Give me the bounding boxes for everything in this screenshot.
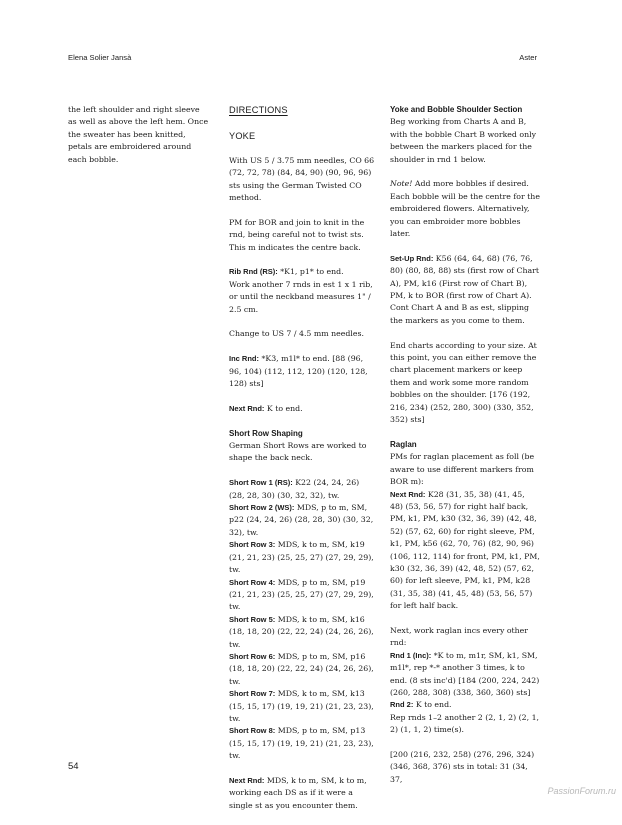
short-row-text: K22 (24, 24, 26) (28, 28, 30) (30, 32, 32), tw. [229,478,360,500]
next-block [229,403,375,415]
rnd-2-label: Rnd 2: [390,700,414,710]
short-row-label: Short Row 5: [229,614,276,624]
short-row-item [229,614,375,651]
short-row-item [229,577,375,614]
needle-change-paragraph: Change to US 7 / 4.5 mm needles. [229,329,364,339]
short-row-label: Short Row 3: [229,540,276,550]
short-row-item [229,725,375,762]
rnd-1-row [390,650,540,700]
final-paragraph: [200 (216, 232, 258) (276, 296, 324) (346, 368, 376) sts in total: 31 (34, 37, [390,750,535,784]
inc-label: Inc Rnd: [229,354,259,364]
inc-block [229,353,375,390]
short-row-heading: Short Row Shaping [229,428,303,438]
column-2 [229,104,375,825]
short-rows-list [229,477,375,762]
short-row-text: MDS, p to m, SM, p22 (24, 24, 26) (28, 28, 30) (30, 32, 32), tw. [229,503,374,537]
yoke-bobble-heading: Yoke and Bobble Shoulder Section [390,105,523,114]
short-row-label: Short Row 2 (WS): [229,503,295,513]
short-row-intro: German Short Rows are worked to shape the back neck. [229,441,367,463]
yoke-title: YOKE [229,131,256,142]
column-3 [390,104,540,799]
directions-title: DIRECTIONS [229,105,288,115]
raglan-incs-intro: Next, work raglan incs every other rnd: [390,625,529,648]
raglan-next-label: Next Rnd: [390,489,426,499]
header-author: Elena Solier Jansà [68,53,132,62]
raglan-next-text: K28 (31, 35, 38) (41, 45, 48) (53, 56, 57) for right half back, PM, k1, PM, k30 (32, 36, 39) (42, 48, 52) (57, 62, 60) for right sleeve, PM, k1, PM, k56 (62, 70, 76) (82, 90, 96) (106, 112, 114) for front, PM, k1, PM, k30 (32, 36, 39) (42, 48, 52) (57, 62, 60) for left sleeve, PM, k1, PM, k28 (31, 35, 38) (41, 45, 48) (53, 56, 57) for left half back. [390,489,540,611]
next-text: K to end. [264,403,303,413]
rib-block [229,266,375,316]
short-row-item [229,539,375,576]
short-row-label: Short Row 1 (RS): [229,478,293,488]
short-row-text: MDS, p to m, SM, p16 (18, 18, 20) (22, 22, 24) (24, 26, 26), tw. [229,651,374,686]
pm-paragraph: PM for BOR and join to knit in the rnd, being careful not to twist sts. This m indicates the centre back. [229,217,365,252]
short-row-label: Short Row 6: [229,651,276,661]
page-number: 54 [68,761,79,772]
short-row-text: MDS, k to m, SM, k19 (21, 21, 23) (25, 25, 27) (27, 29, 29), tw. [229,540,374,575]
next-2-label: Next Rnd: [229,776,265,785]
watermark: PassionForum.ru [547,786,616,796]
short-row-item [229,688,375,725]
rib-text-2: Work another 7 rnds in est 1 x 1 rib, or until the neckband measures 1" / 2.5 cm. [229,279,373,314]
raglan-next-paragraph [390,489,540,613]
inc-text: *K3, m1l* to end. [88 (96, 96, 104) (112, 112, 120) (120, 128, 128) sts] [229,354,368,389]
short-row-label: Short Row 4: [229,577,276,587]
short-row-text: MDS, p to m, SM, p13 (15, 15, 17) (19, 19, 21) (21, 23, 23), tw. [229,726,374,761]
rnd-1-label: Rnd 1 (Inc): [390,650,432,660]
setup-label: Set-Up Rnd: [390,253,434,263]
short-row-text: MDS, k to m, SM, k16 (18, 18, 20) (22, 22, 24) (24, 26, 26), tw. [229,614,374,649]
raglan-intro: PMs for raglan placement as foll (be aware to use different markers from BOR m): [390,452,535,487]
next-label: Next Rnd: [229,403,265,413]
yoke-bobble-paragraph: Beg working from Charts A and B, with the bobble Chart B worked only between the markers placed for the shoulder in rnd 1 below. [390,117,537,164]
intro-paragraph: the left shoulder and right sleeve as well as above the left hem. Once the sweater has been knitted, petals are embroidered around each bobble. [68,105,209,164]
cast-on-paragraph: With US 5 / 3.75 mm needles, CO 66 (72, 72, 78) (84, 84, 90) (90, 96, 96) sts using the German Twisted CO method. [229,155,375,203]
setup-text: K56 (64, 64, 68) (76, 76, 80) (80, 88, 88) sts (first row of Chart A), PM, k16 (First row of Chart B), PM, k to BOR (first row of Chart A). Cont Chart A and B as est, slipping the markers as you come to them. [390,253,540,325]
end-charts-paragraph: End charts according to your size. At this point, you can either remove the chart placement markers or keep them and work some more random bobbles on the shoulder. [176 (192, 216, 234) (252, 280, 300) (330, 352, 352) sts] [390,340,537,425]
rnd-1-text: *K to m, m1r, SM, k1, SM, m1l*, rep *-* another 3 times, k to end. (8 sts inc'd) [184 (200, 224, 242) (260, 288, 308) (338, 360, 360) sts] [390,650,540,698]
rib-text: *K1, p1* to end. [277,267,344,277]
next-rnd-2-block [229,775,375,812]
repeat-paragraph: Rep rnds 1–2 another 2 (2, 1, 2) (2, 1, 2) (1, 1, 2) time(s). [390,712,540,735]
short-row-item [229,502,375,539]
note-text: Add more bobbles if desired. Each bobble will be the centre for the embroidered flowers. Alternatively, you can embroider more bobbles later. [390,179,540,239]
note-paragraph [390,178,540,240]
short-row-label: Short Row 7: [229,689,276,699]
column-1 [68,104,210,178]
rnd-2-text: K to end. [413,700,452,710]
setup-paragraph [390,253,540,327]
rib-label: Rib Rnd (RS): [229,267,278,277]
next-2-text: MDS, k to m, SM, k to m, working each DS as if it were a single st as you encounter them. [229,776,367,810]
short-row-text: MDS, p to m, SM, p19 (21, 21, 23) (25, 25, 27) (27, 29, 29), tw. [229,577,374,612]
short-row-item [229,477,375,502]
short-row-text: MDS, k to m, SM, k13 (15, 15, 17) (19, 19, 21) (21, 23, 23), tw. [229,689,374,723]
short-row-label: Short Row 8: [229,726,276,736]
raglan-heading: Raglan [390,439,417,449]
header-title: Aster [519,53,537,62]
short-row-item [229,651,375,688]
rnd-2-row [390,699,540,711]
note-label: Note! [390,179,413,189]
